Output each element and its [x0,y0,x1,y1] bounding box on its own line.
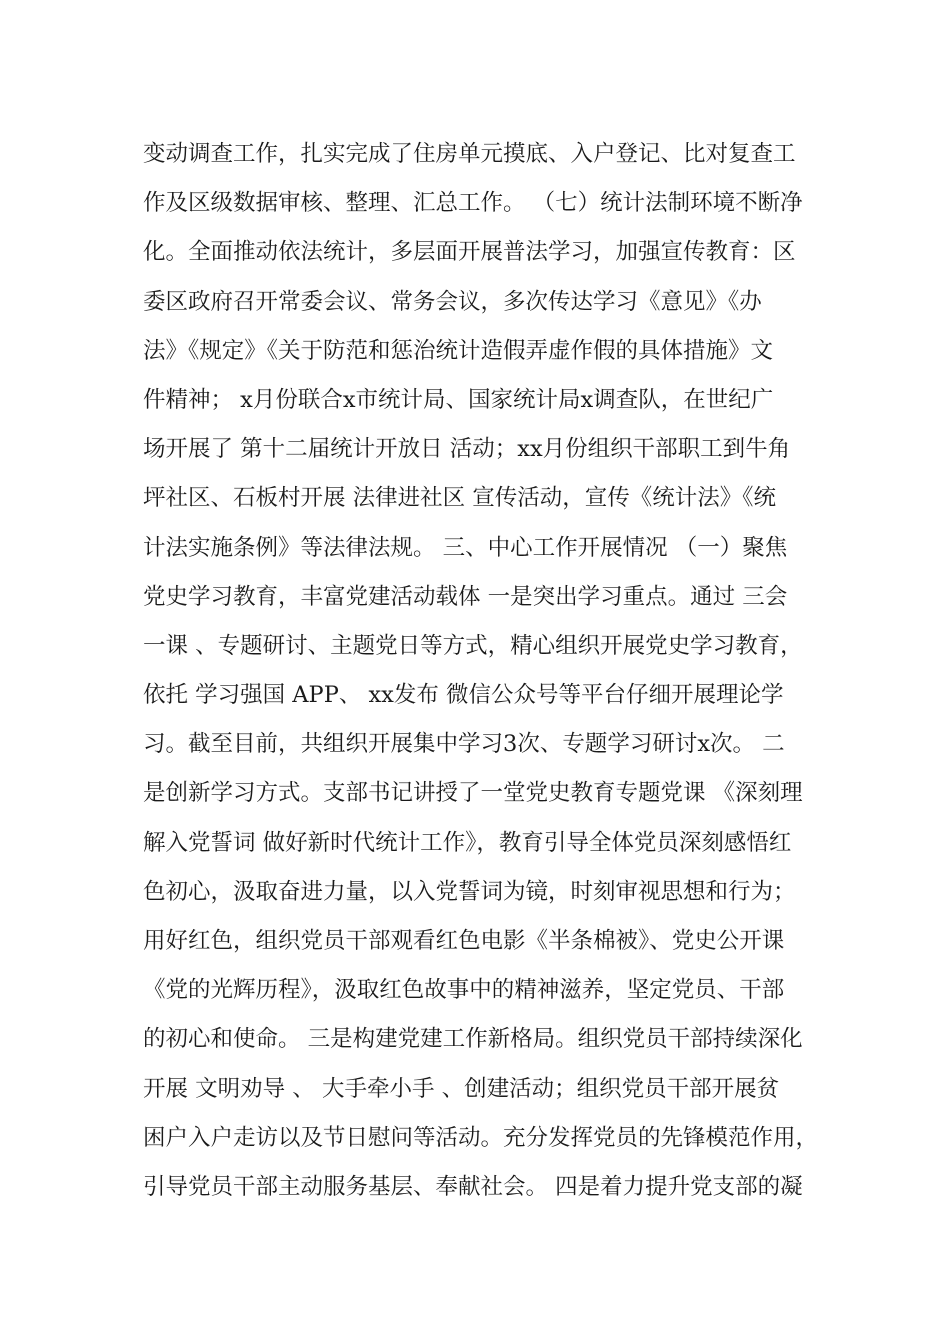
text-line: 变动调查工作，扎实完成了住房单元摸底、入户登记、比对复查工 [143,141,796,167]
text-line: 坪社区、石板村开展 法律进社区 宣传活动，宣传《统计法》《统 [143,485,777,512]
text-line: 法》《规定》《关于防范和惩治统计造假弄虚作假的具体措施》文 [143,337,774,364]
text-line: 色初心，汲取奋进力量，以入党誓词为镜，时刻审视思想和行为； [143,878,796,905]
text-line: 习。截至目前，共组织开展集中学习3次、专题学习研讨x次。 二 [143,731,785,758]
text-line: 作及区级数据审核、整理、汇总工作。 （七）统计法制环境不断净 [143,190,803,217]
text-line: 用好红色，组织党员干部观看红色电影《半条棉被》、党史公开课 [143,928,785,954]
text-line: 是创新学习方式。支部书记讲授了一堂党史教育专题党课 《深刻理 [143,780,803,807]
text-line: 引导党员干部主动服务基层、奉献社会。 四是着力提升党支部的凝 [143,1173,803,1200]
text-line: 依托 学习强国 APP、 xx发布 微信公众号等平台仔细开展理论学 [143,682,784,709]
text-line: 委区政府召开常委会议、常务会议，多次传达学习《意见》《办 [143,288,762,315]
text-line: 困户入户走访以及节日慰问等活动。充分发挥党员的先锋模范作用， [143,1124,819,1151]
text-line: 场开展了 第十二届统计开放日 活动；xx月份组织干部职工到牛角 [143,436,791,463]
text-line: 的初心和使命。 三是构建党建工作新格局。组织党员干部持续深化 [143,1026,803,1053]
text-line: 件精神； x月份联合x市统计局、国家统计局x调查队，在世纪广 [143,386,774,413]
document-body [143,130,833,1212]
text-line: 化。全面推动依法统计，多层面开展普法学习，加强宣传教育：区 [143,239,796,266]
text-line: 开展 文明劝导 、 大手牵小手 、创建活动；组织党员干部开展贫 [143,1075,780,1102]
text-line: 《党的光辉历程》，汲取红色故事中的精神滋养，坚定党员、干部 [143,977,785,1004]
text-line: 党史学习教育，丰富党建活动载体 一是突出学习重点。通过 三会 [143,583,788,610]
text-line: 一课 、专题研讨、主题党日等方式，精心组织开展党史学习教育， [143,632,803,659]
text-line: 解入党誓词 做好新时代统计工作》，教育引导全体党员深刻感悟红 [143,829,792,856]
text-line: 计法实施条例》等法律法规。 三、中心工作开展情况 （一）聚焦 [143,534,788,561]
